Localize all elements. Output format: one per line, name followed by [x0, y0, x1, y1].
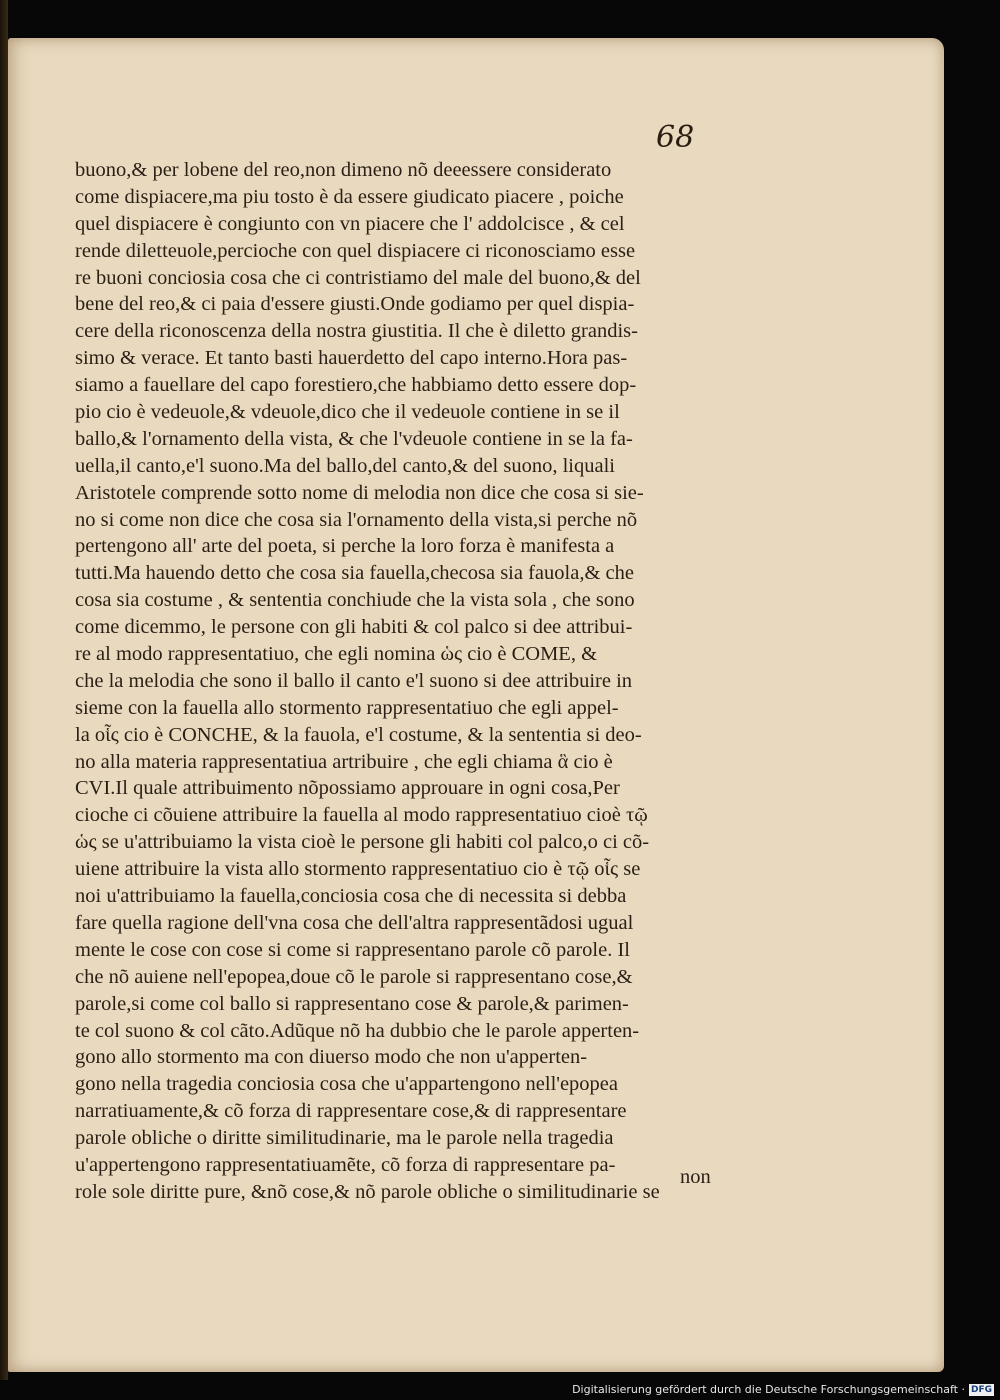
text-line: re buoni conciosia cosa che ci contristiamo del male del buono,& del [75, 266, 641, 289]
text-line: mente le cose con cose si come si rappresentano parole cõ parole. Il [75, 938, 630, 961]
text-line: Aristotele comprende sotto nome di melodia non dice che cosa si sie- [75, 481, 644, 504]
catchword: non [680, 1166, 711, 1188]
text-line: parole obliche o diritte similitudinarie, ma le parole nella tragedia [75, 1127, 614, 1150]
text-line: narratiuamente,& cõ forza di rappresentare cose,& di rappresentare [75, 1100, 627, 1123]
text-line: cioche ci cõuiene attribuire la fauella al modo rappresentatiuo cioè τῷ [75, 804, 648, 827]
text-line: pio cio è vedeuole,& vdeuole,dico che il vedeuole contiene in se il [75, 401, 620, 424]
text-line: simo & verace. Et tanto basti hauerdetto del capo interno.Hora pas- [75, 347, 628, 370]
page-number: 68 [656, 120, 695, 155]
text-line: noi u'attribuiamo la fauella,conciosia cosa che di necessita si debba [75, 885, 627, 908]
text-line: gono nella tragedia conciosia cosa che u'appartengono nell'epopea [75, 1073, 619, 1096]
text-line: parole,si come col ballo si rappresentano cose & parole,& parimen- [75, 992, 629, 1015]
text-line: re al modo rappresentatiuo, che egli nomina ὡς cio è COME, & [75, 643, 598, 666]
text-line: buono,& per lobene del reo,non dimeno nõ deeessere considerato [75, 159, 612, 181]
text-line: come dicemmo, le persone con gli habiti & col palco si dee attribui- [75, 616, 633, 639]
digitization-credit [572, 1383, 994, 1396]
text-line: fare quella ragione dell'vna cosa che dell'altra rappresentãdosi ugual [75, 911, 634, 934]
text-line: quel dispiacere è congiunto con vn piacere che l' addolcisce , & cel [75, 212, 625, 235]
text-line: che nõ auiene nell'epopea,doue cõ le parole si rappresentano cose,& [75, 965, 633, 988]
text-line: la οἷς cio è CONCHE, & la fauola, e'l costume, & la sententia si deo- [75, 723, 642, 746]
text-line: CVI.Il quale attribuimento nõpossiamo approuare in ogni cosa,Per [75, 777, 620, 800]
text-line: rende diletteuole,percioche con quel dispiacere ci riconosciamo esse [75, 239, 636, 262]
text-line: ὡς se u'attribuiamo la vista cioè le persone gli habiti col palco,o ci cõ- [75, 831, 650, 854]
text-line: role sole diritte pure, &nõ cose,& nõ parole obliche o similitudinarie se [75, 1180, 660, 1203]
text-line: uella,il canto,e'l suono.Ma del ballo,del canto,& del suono, liquali [75, 454, 615, 477]
text-line: cosa sia costume , & sententia conchiude che la vista sola , che sono [75, 589, 635, 612]
text-line: cere della riconoscenza della nostra giustitia. Il che è diletto grandis- [75, 320, 638, 343]
book-edge [0, 0, 8, 1380]
text-line: che la melodia che sono il ballo il canto e'l suono si dee attribuire in [75, 669, 633, 692]
text-line: pertengono all' arte del poeta, si perche la loro forza è manifesta a [75, 535, 615, 558]
text-line: no alla materia rappresentatiua artribuire , che egli chiama ἃ cio è [75, 750, 613, 773]
text-line: sieme con la fauella allo stormento rappresentatiuo che egli appel- [75, 696, 619, 719]
text-line: ballo,& l'ornamento della vista, & che l'vdeuole contiene in se la fa- [75, 427, 633, 450]
text-line: u'appertengono rappresentatiuamẽte, cõ forza di rappresentare pa- [75, 1153, 616, 1176]
body-text [75, 157, 725, 1206]
text-line: uiene attribuire la vista allo stormento rappresentatiuo cio è τῷ οἷς se [75, 858, 641, 881]
text-line: come dispiacere,ma piu tosto è da essere giudicato piacere , poiche [75, 185, 624, 208]
text-line: gono allo stormento ma con diuerso modo che non u'apperten- [75, 1046, 588, 1069]
text-line: siamo a fauellare del capo forestiero,che habbiamo detto essere dop- [75, 374, 637, 397]
text-line: bene del reo,& ci paia d'essere giusti.Onde godiamo per quel dispia- [75, 293, 635, 316]
text-line: te col suono & col cãto.Adũque nõ ha dubbio che le parole apperten- [75, 1019, 640, 1042]
credit-text: Digitalisierung gefördert durch die Deutsche Forschungsgemeinschaft · [572, 1383, 965, 1396]
text-line: no si come non dice che cosa sia l'ornamento della vista,si perche nõ [75, 508, 638, 531]
dfg-logo: DFG [970, 1384, 992, 1395]
text-line: tutti.Ma hauendo detto che cosa sia fauella,checosa sia fauola,& che [75, 562, 634, 585]
